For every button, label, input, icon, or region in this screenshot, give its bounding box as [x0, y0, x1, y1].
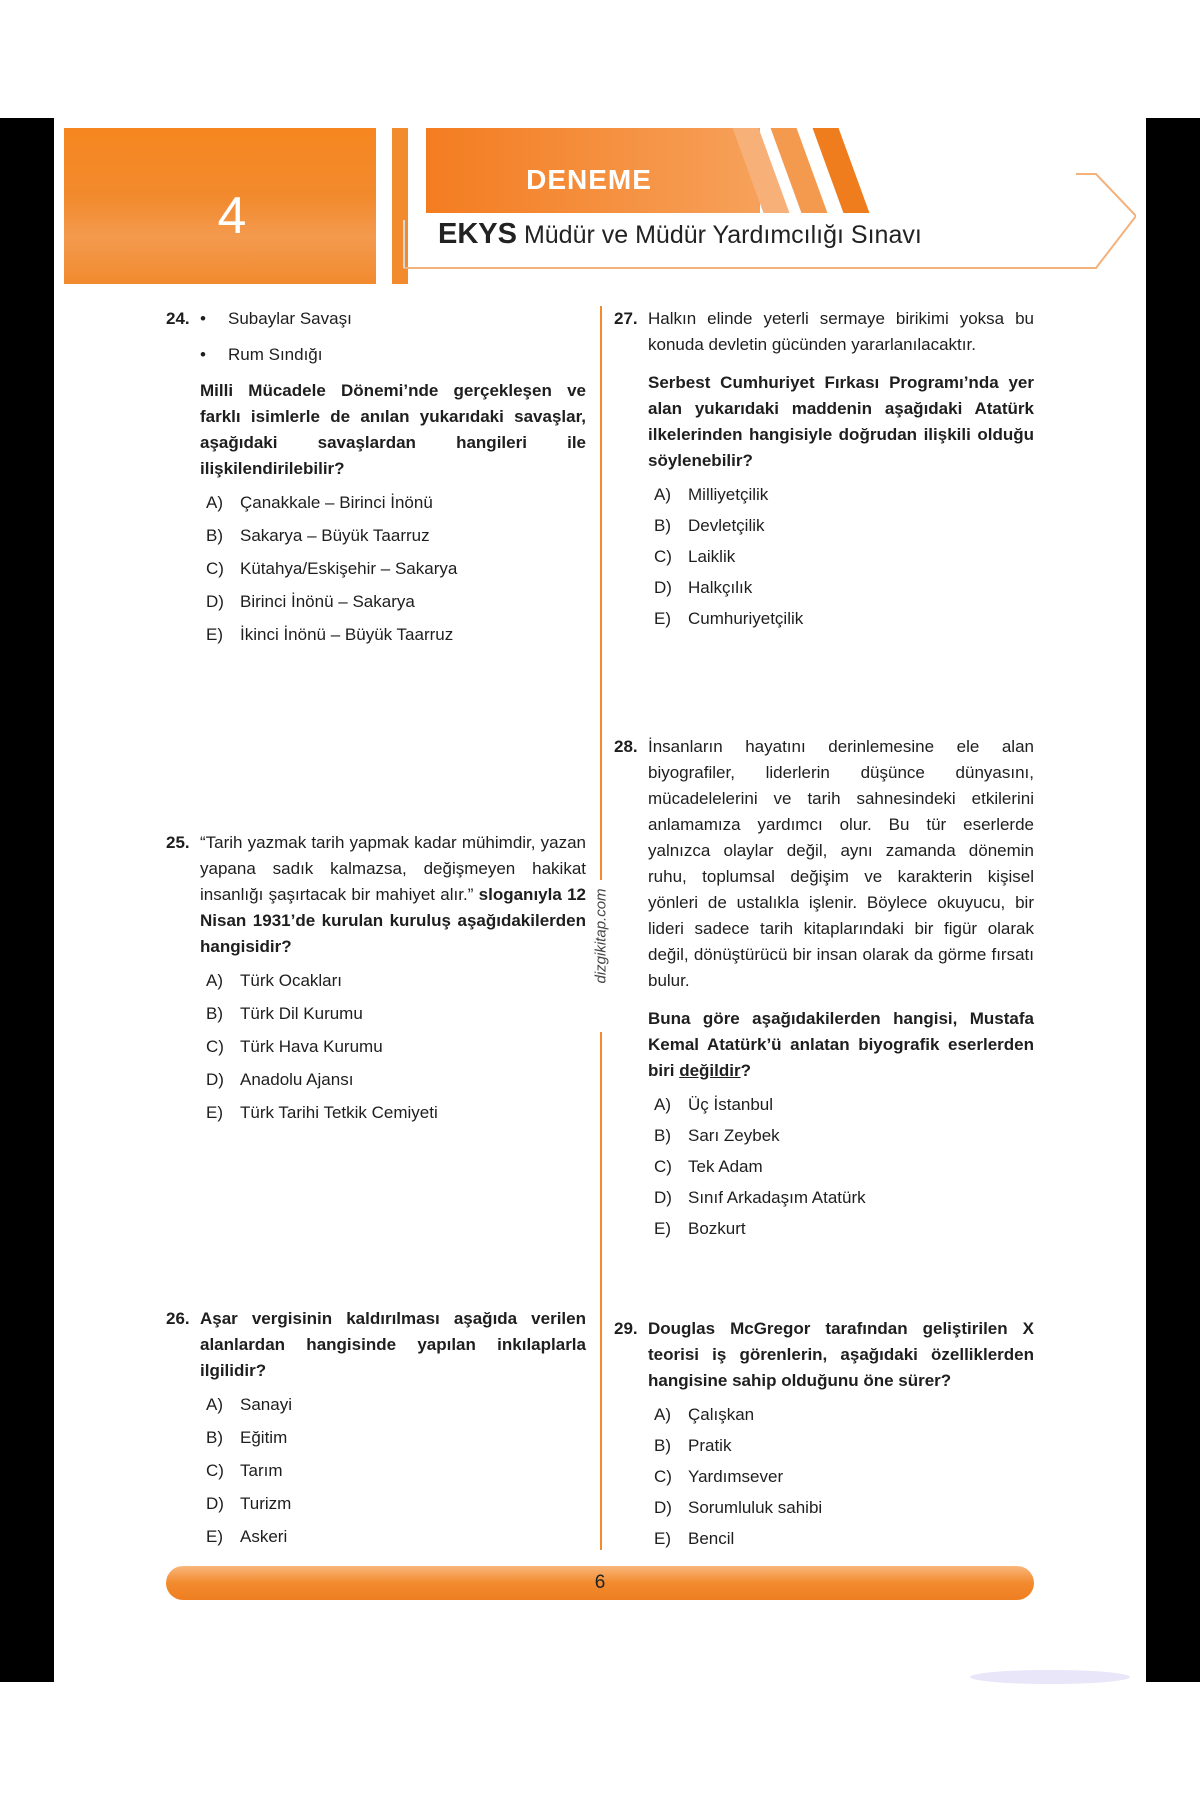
answer-option-e[interactable] [200, 1100, 586, 1133]
answer-option-d[interactable] [200, 1491, 586, 1524]
answer-option-c[interactable] [200, 556, 586, 589]
deneme-label: DENEME [526, 164, 652, 195]
question-text: İnsanların hayatını derinlemesine ele alan biyografiler, liderlerin düşünce dünyasını, mücadelelerini ve tarih sahnesindeki etkilerini anlamamıza yardımcı olur. Bu tür eserlerde yalnızca olaylar değil, aynı zamanda dönemin ruhu, toplumsal değişim ve karakterin kişisel yönleri de ustalıkla işlenir. Böylece okuyucu, bir lideri sadece tarih kitaplarındaki bir figür olarak değil, dönüştürücü bir insan olarak da görme fırsatı bulur. [648, 737, 1034, 990]
option-text: Çanakkale – Birinci İnönü [240, 493, 433, 512]
option-text: Birinci İnönü – Sakarya [240, 592, 415, 611]
answer-option-d[interactable] [648, 1185, 1034, 1216]
bullet-item: • Rum Sındığı [200, 342, 586, 368]
answer-option-c[interactable] [648, 1154, 1034, 1185]
question-number: 27. [614, 309, 638, 328]
option-letter: C) [206, 559, 224, 578]
option-text: Laiklik [688, 547, 736, 566]
option-letter: A) [654, 1405, 671, 1424]
option-text: İkinci İnönü – Büyük Taarruz [240, 625, 454, 644]
option-text: Eğitim [240, 1428, 288, 1447]
option-letter: D) [654, 578, 672, 597]
answer-option-d[interactable] [200, 589, 586, 622]
option-text: Sorumluluk sahibi [688, 1498, 823, 1517]
stem-end: ? [740, 1061, 751, 1080]
question-number: 28. [614, 737, 638, 756]
option-letter: B) [206, 1004, 223, 1023]
option-letter: A) [206, 1395, 223, 1414]
question-quote: “Tarih yazmak tarih yapmak kadar mühimdir, yazan yapana sadık kalmazsa, değişmeyen hakikat insanlığı şaşırtacak bir mahiyet alır.” [200, 833, 586, 904]
answer-option-c[interactable] [648, 1464, 1034, 1495]
option-letter: D) [206, 1070, 224, 1089]
option-text: Bozkurt [688, 1219, 746, 1238]
answer-option-e[interactable] [648, 1216, 1034, 1247]
option-text: Turizm [240, 1494, 292, 1513]
option-text: Tarım [240, 1461, 283, 1480]
answer-option-a[interactable] [648, 1092, 1034, 1123]
option-text: Türk Hava Kurumu [240, 1037, 383, 1056]
option-text: Tek Adam [688, 1157, 763, 1176]
option-text: Askeri [240, 1527, 288, 1546]
option-text: Sınıf Arkadaşım Atatürk [688, 1188, 866, 1207]
question-stem: Milli Mücadele Dönemi’nde gerçekleşen ve farklı isimlerle de anılan yukarıdaki savaşlar, aşağıdaki savaşlardan hangileri ile ilişkilendirilebilir? [200, 381, 586, 478]
column-divider [600, 1032, 602, 1550]
column-divider [600, 306, 602, 880]
option-text: Halkçılık [688, 578, 753, 597]
question-stem: Douglas McGregor tarafından geliştirilen X teorisi iş görenlerin, aşağıdaki özelliklerden hangisine sahip olduğunu öne sürer? [648, 1319, 1034, 1390]
option-text: Sarı Zeybek [688, 1126, 780, 1145]
question-27 [614, 306, 1034, 637]
stem-emphasis: değildir [679, 1061, 741, 1080]
answer-option-d[interactable] [648, 575, 1034, 606]
answer-option-a[interactable] [200, 1392, 586, 1425]
exam-title [438, 218, 922, 251]
option-letter: E) [654, 1529, 671, 1548]
question-number: 26. [166, 1309, 190, 1328]
answer-options [648, 482, 1034, 637]
option-letter: B) [654, 1126, 671, 1145]
option-letter: D) [654, 1188, 672, 1207]
option-letter: E) [206, 1103, 223, 1122]
test-number: 4 [217, 187, 247, 245]
answer-option-b[interactable] [200, 1001, 586, 1034]
option-letter: E) [654, 1219, 671, 1238]
option-letter: A) [654, 485, 671, 504]
question-stem [648, 1006, 1034, 1084]
answer-options [200, 968, 586, 1133]
option-letter: C) [206, 1461, 224, 1480]
option-letter: A) [206, 493, 223, 512]
answer-option-a[interactable] [648, 482, 1034, 513]
question-26 [166, 1306, 586, 1557]
option-letter: D) [206, 592, 224, 611]
option-letter: D) [654, 1498, 672, 1517]
stem-text: Buna göre aşağıdakilerden hangisi, Mustafa Kemal Atatürk’ü anlatan biyografik eserlerden biri [648, 1009, 1034, 1080]
option-text: Devletçilik [688, 516, 765, 535]
page-number: 6 [594, 1572, 606, 1593]
answer-option-d[interactable] [200, 1067, 586, 1100]
answer-option-a[interactable] [648, 1402, 1034, 1433]
option-text: Sanayi [240, 1395, 292, 1414]
answer-option-b[interactable] [648, 1433, 1034, 1464]
question-25 [166, 830, 586, 1133]
option-text: Üç İstanbul [688, 1095, 774, 1114]
option-text: Türk Ocakları [240, 971, 343, 990]
option-letter: C) [654, 1467, 672, 1486]
option-text: Bencil [688, 1529, 735, 1548]
option-letter: D) [206, 1494, 224, 1513]
option-letter: B) [654, 516, 671, 535]
option-letter: B) [206, 1428, 223, 1447]
question-stem: Serbest Cumhuriyet Fırkası Programı’nda yer alan yukarıdaki maddenin aşağıdaki Atatürk ilkelerinden hangisiyle doğrudan ilişkili olduğu söylenebilir? [648, 373, 1034, 470]
option-text: Cumhuriyetçilik [688, 609, 804, 628]
answer-option-e[interactable] [648, 1526, 1034, 1557]
answer-option-b[interactable] [200, 1425, 586, 1458]
question-number: 25. [166, 833, 190, 852]
answer-option-c[interactable] [648, 544, 1034, 575]
option-letter: B) [654, 1436, 671, 1455]
bullet-item: • Subaylar Savaşı [200, 306, 586, 332]
option-letter: E) [206, 625, 223, 644]
option-text: Yardımsever [688, 1467, 784, 1486]
option-letter: A) [654, 1095, 671, 1114]
question-text: Halkın elinde yeterli sermaye birikimi yoksa bu konuda devletin gücünden yararlanılacaktır. [648, 309, 1034, 354]
answer-option-c[interactable] [200, 1458, 586, 1491]
question-bullets [200, 306, 586, 368]
option-letter: C) [654, 547, 672, 566]
option-text: Kütahya/Eskişehir – Sakarya [240, 559, 458, 578]
answer-option-a[interactable] [200, 490, 586, 523]
option-text: Türk Tarihi Tetkik Cemiyeti [240, 1103, 438, 1122]
question-29 [614, 1316, 1034, 1557]
question-number: 29. [614, 1319, 638, 1338]
question-24 [166, 306, 586, 655]
answer-option-b[interactable] [200, 523, 586, 556]
question-body [200, 830, 586, 960]
question-number: 24. [166, 309, 190, 328]
answer-option-e[interactable] [200, 622, 586, 655]
answer-option-b[interactable] [648, 513, 1034, 544]
left-black-border [0, 118, 54, 1682]
question-stem: sloganıyla 12 Nisan 1931’de kurulan kuruluş aşağıdakilerden hangisidir? [200, 885, 586, 956]
answer-option-e[interactable] [200, 1524, 586, 1557]
exam-title-rest: Müdür ve Müdür Yardımcılığı Sınavı [523, 221, 922, 249]
answer-options [200, 1392, 586, 1557]
option-text: Türk Dil Kurumu [240, 1004, 363, 1023]
option-letter: C) [654, 1157, 672, 1176]
footer-bar [166, 1566, 1034, 1600]
answer-options [648, 1402, 1034, 1557]
question-28 [614, 734, 1034, 1247]
answer-option-c[interactable] [200, 1034, 586, 1067]
answer-options [200, 490, 586, 655]
test-number-box [64, 128, 376, 284]
option-text: Sakarya – Büyük Taarruz [240, 526, 430, 545]
answer-option-e[interactable] [648, 606, 1034, 637]
option-text: Milliyetçilik [688, 485, 769, 504]
option-text: Pratik [688, 1436, 732, 1455]
publisher-watermark: dizgikitap.com [592, 888, 610, 984]
corner-shadow [970, 1670, 1130, 1684]
right-black-border [1146, 118, 1200, 1682]
question-stem: Aşar vergisinin kaldırılması aşağıda verilen alanlardan hangisinde yapılan inkılaplarla ilgilidir? [200, 1309, 586, 1380]
answer-option-b[interactable] [648, 1123, 1034, 1154]
option-text: Çalışkan [688, 1405, 755, 1424]
answer-option-d[interactable] [648, 1495, 1034, 1526]
option-letter: E) [206, 1527, 223, 1546]
option-letter: A) [206, 971, 223, 990]
option-letter: C) [206, 1037, 224, 1056]
option-text: Anadolu Ajansı [240, 1070, 354, 1089]
answer-option-a[interactable] [200, 968, 586, 1001]
exam-title-bold: EKYS [438, 218, 517, 250]
answer-options [648, 1092, 1034, 1247]
option-letter: B) [206, 526, 223, 545]
option-letter: E) [654, 609, 671, 628]
